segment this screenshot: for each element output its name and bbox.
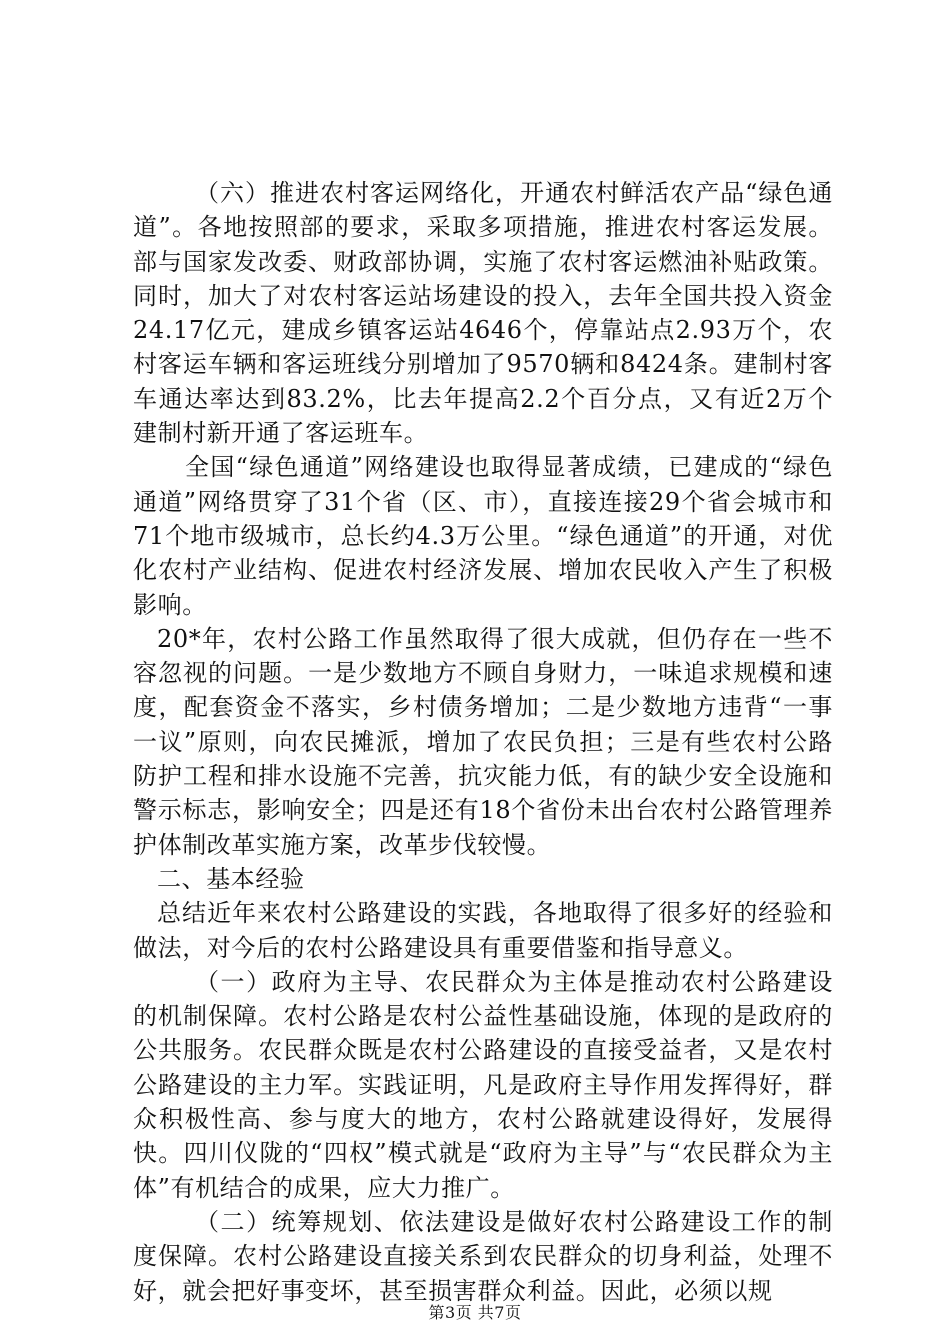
paragraph-experience-summary: 总结近年来农村公路建设的实践，各地取得了很多好的经验和做法，对今后的农村公路建设具有重要借鉴和指导意义。 [133,899,833,962]
paragraph-overall-planning: （二）统筹规划、依法建设是做好农村公路建设工作的制度保障。农村公路建设直接关系到农民群众的切身利益，处理不好，就会把好事变坏，甚至损害群众利益。因此，必须以规 [133,1207,833,1305]
section-heading-basic-experience: 二、基本经验 [157,864,305,893]
page-footer: 第3页 共7页 [428,1303,522,1322]
document-body [133,176,833,1308]
paragraph-rural-passenger-transport: （六）推进农村客运网络化，开通农村鲜活农产品“绿色通道”。各地按照部的要求，采取多项措施，推进农村客运发展。部与国家发改委、财政部协调，实施了农村客运燃油补贴政策。同时，加大了对农村客运站场建设的投入，去年全国共投入资金24.17亿元，建成乡镇客运站4646个，停靠站点2.93万个，农村客运车辆和客运班线分别增加了9570辆和8424条。建制村客车通达率达到83.2%，比去年提高2.2个百分点，又有近2万个建制村新开通了客运班车。 [133,179,833,448]
paragraph-existing-problems: 20*年，农村公路工作虽然取得了很大成就，但仍存在一些不容忽视的问题。一是少数地方不顾自身财力，一味追求规模和速度，配套资金不落实，乡村债务增加；二是少数地方违背“一事一议”原则，向农民摊派，增加了农民负担；三是有些农村公路防护工程和排水设施不完善，抗灾能力低，有的缺少安全设施和警示标志，影响安全；四是还有18个省份未出台农村公路管理养护体制改革实施方案，改革步伐较慢。 [133,624,833,859]
paragraph-green-channel: 全国“绿色通道”网络建设也取得显著成绩，已建成的“绿色通道”网络贯穿了31个省（区、市），直接连接29个省会城市和71个地市级城市，总长约4.3万公里。“绿色通道”的开通，对优化农村产业结构、促进农村经济发展、增加农民收入产生了积极影响。 [133,453,833,619]
paragraph-government-leading: （一）政府为主导、农民群众为主体是推动农村公路建设的机制保障。农村公路是农村公益性基础设施，体现的是政府的公共服务。农民群众既是农村公路建设的直接受益者，又是农村公路建设的主力军。实践证明，凡是政府主导作用发挥得好，群众积极性高、参与度大的地方，农村公路就建设得好，发展得快。四川仪陇的“四权”模式就是“政府为主导”与“农民群众为主体”有机结合的成果，应大力推广。 [133,967,833,1202]
